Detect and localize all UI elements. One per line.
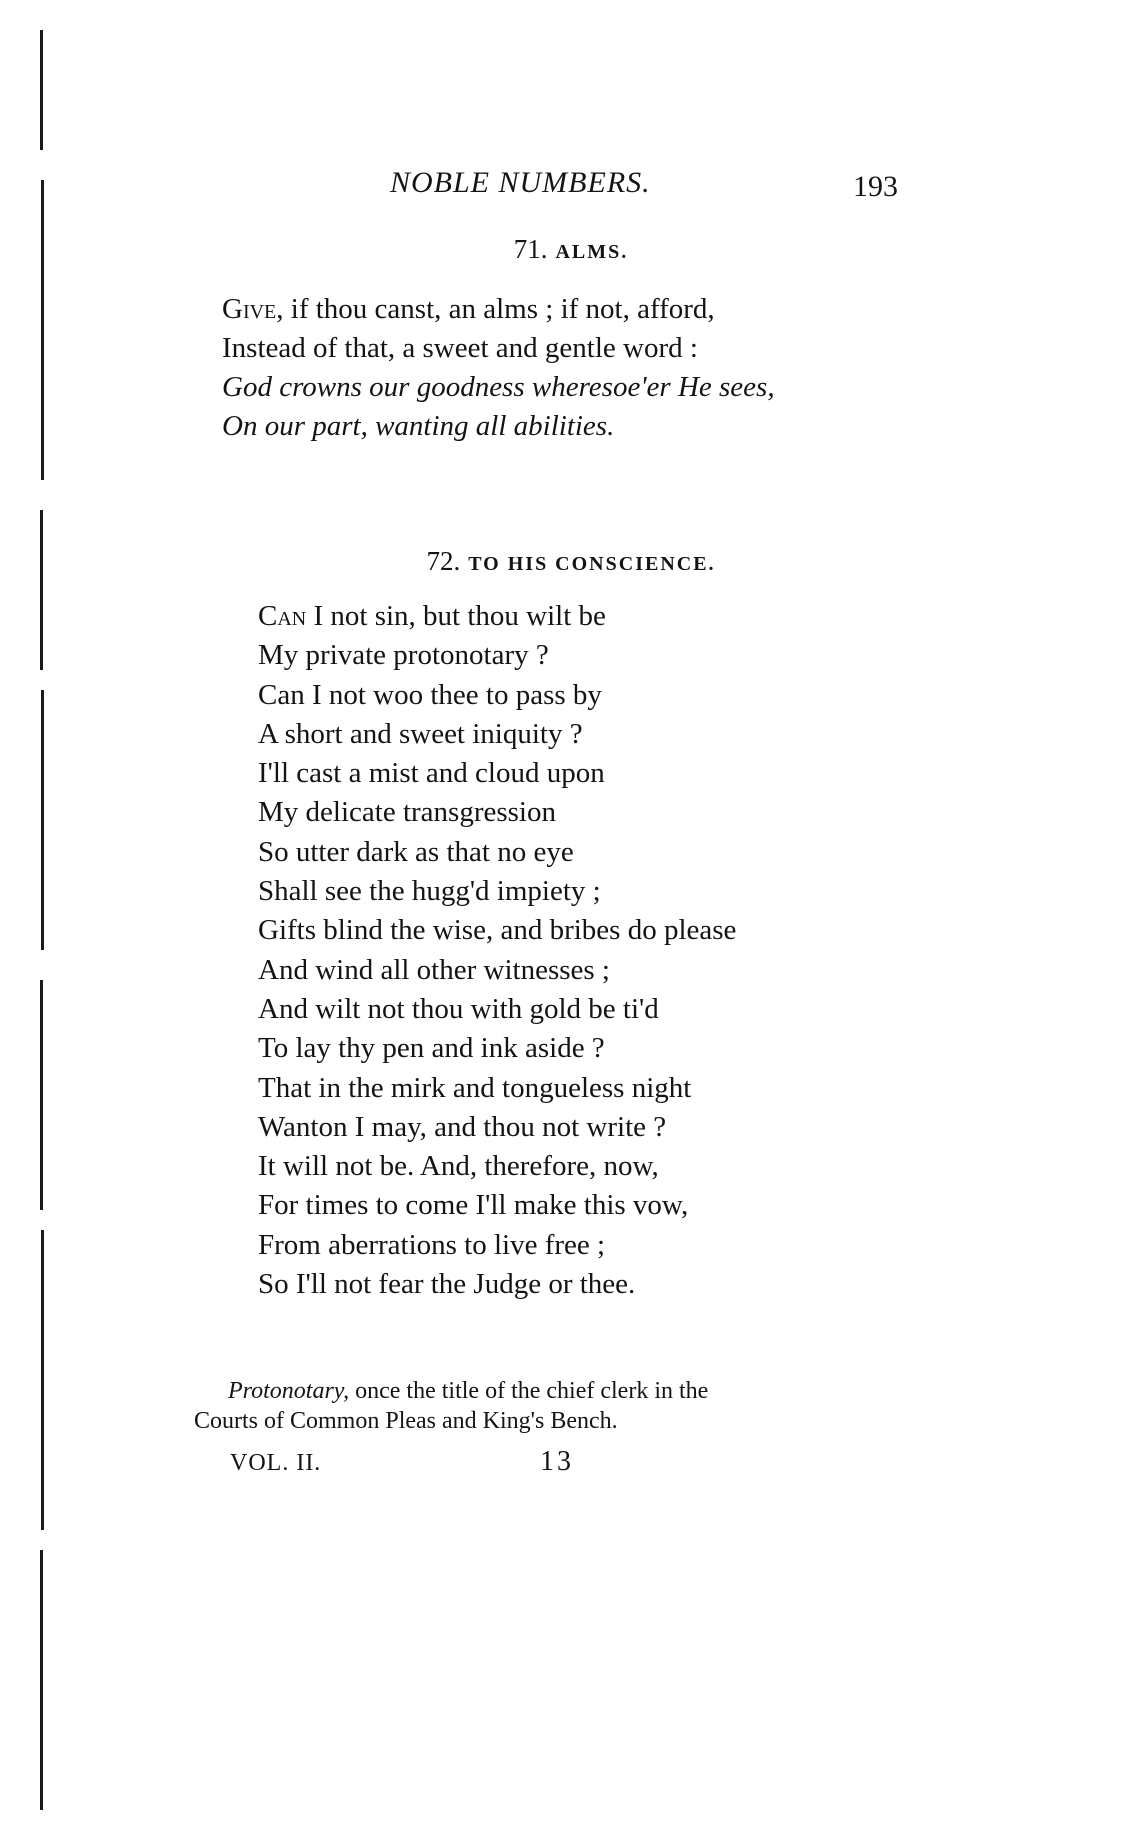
verse-line: And wilt not thou with gold be ti'd: [258, 992, 659, 1025]
verse-line: Can I not woo thee to pass by: [258, 678, 602, 711]
verse-line: My delicate transgression: [258, 796, 556, 829]
verse-line-rest: I not sin, but thou wilt be: [306, 600, 606, 632]
verse-line: [222, 290, 775, 329]
volume-label: VOL. II.: [230, 1450, 322, 1476]
signature-mark: 13: [540, 1446, 574, 1477]
footnote-text: once the title of the chief clerk in the: [349, 1378, 709, 1404]
verse-line-rest: , if thou canst, an alms ; if not, afford,: [276, 293, 715, 325]
verse-line: God crowns our goodness wheresoe'er He sees,: [222, 371, 775, 403]
binding-edge: [40, 30, 46, 1810]
running-head: [0, 166, 1142, 206]
verse-line: So utter dark as that no eye: [258, 835, 574, 868]
initial-word: Can: [258, 600, 307, 632]
poem-title: ALMS.: [555, 241, 629, 263]
verse-line: So I'll not fear the Judge or thee.: [258, 1268, 636, 1301]
verse-line: [258, 597, 736, 636]
verse-line: Wanton I may, and thou not write ?: [258, 1110, 667, 1143]
poem-72-text: [258, 597, 736, 1304]
verse-line: From aberrations to live free ;: [258, 1228, 606, 1261]
footnote: [194, 1376, 954, 1436]
poem-number: 71.: [513, 234, 548, 264]
poem-heading-71: [0, 234, 1142, 265]
verse-line: To lay thy pen and ink aside ?: [258, 1032, 605, 1065]
verse-line: Gifts blind the wise, and bribes do please: [258, 914, 737, 947]
running-title: NOBLE NUMBERS.: [390, 166, 651, 199]
verse-line: A short and sweet iniquity ?: [258, 717, 583, 750]
poem-heading-72: [0, 546, 1142, 577]
initial-word: Give: [222, 293, 277, 325]
footnote-line-2: Courts of Common Pleas and King's Bench.: [194, 1408, 618, 1434]
verse-line: My private protonotary ?: [258, 639, 549, 672]
verse-line: Instead of that, a sweet and gentle word :: [222, 332, 698, 364]
verse-line: I'll cast a mist and cloud upon: [258, 757, 605, 790]
poem-title: TO HIS CONSCIENCE.: [468, 553, 716, 575]
poem-71-text: [222, 290, 775, 446]
verse-line: And wind all other witnesses ;: [258, 953, 610, 986]
page-number: 193: [853, 170, 898, 203]
verse-line: On our part, wanting all abilities.: [222, 410, 615, 442]
verse-line: Shall see the hugg'd impiety ;: [258, 875, 601, 908]
verse-line: That in the mirk and tongueless night: [258, 1071, 692, 1104]
poem-number: 72.: [426, 546, 461, 576]
verse-line: It will not be. And, therefore, now,: [258, 1150, 659, 1183]
verse-line: For times to come I'll make this vow,: [258, 1189, 689, 1222]
footnote-term: Protonotary,: [228, 1378, 350, 1404]
footnote-line-1: [194, 1376, 954, 1406]
